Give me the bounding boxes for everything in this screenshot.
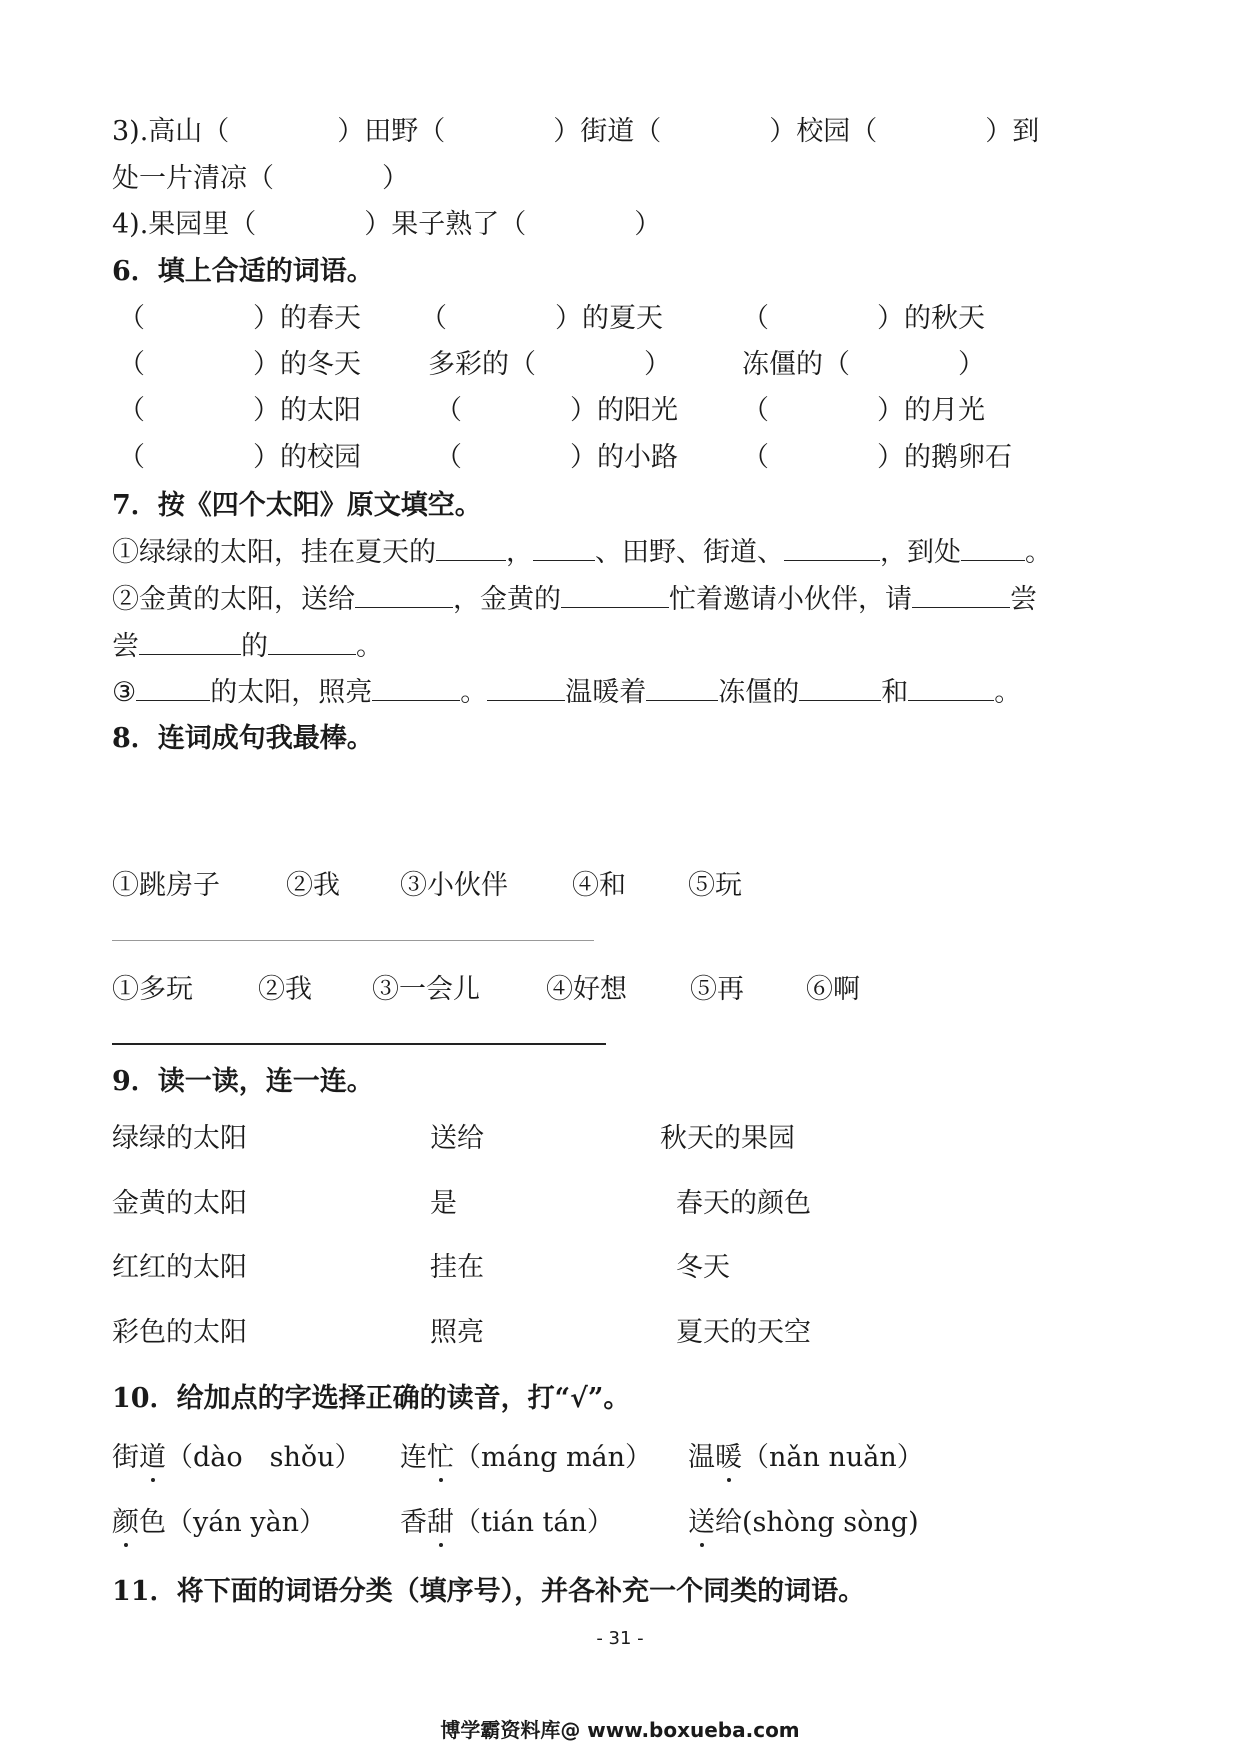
q10-pinyin-options[interactable]: （yán yàn）	[166, 1507, 327, 1538]
q6-cell: （ ）的春天	[118, 303, 361, 334]
blank[interactable]	[268, 626, 356, 655]
q7-text: 尝	[1010, 584, 1037, 615]
q8-title: 8．连词成句我最棒。	[112, 723, 374, 754]
q10-char: 香	[400, 1507, 427, 1538]
blank[interactable]	[784, 532, 880, 561]
q10-item	[400, 1438, 652, 1478]
q10-char: 街	[112, 1442, 139, 1473]
q10-item	[688, 1438, 924, 1478]
q8-word: ②我	[258, 974, 312, 1005]
q6-cell: 多彩的（ ）	[428, 349, 671, 380]
q9-col2-item: 挂在	[430, 1252, 484, 1283]
q9-col3-item: 秋天的果园	[660, 1123, 795, 1154]
q11-title: 11．将下面的词语分类（填序号），并各补充一个同类的词语。	[112, 1576, 866, 1607]
q9-col1-item: 金黄的太阳	[112, 1188, 247, 1219]
q7-text: ，金黄的	[453, 584, 561, 615]
q10-title: 10．给加点的字选择正确的读音，打“√”。	[112, 1383, 631, 1414]
blank[interactable]	[487, 672, 565, 701]
q9-title: 9．读一读，连一连。	[112, 1066, 374, 1097]
q10-char: 给	[715, 1507, 742, 1538]
q7-line1	[112, 532, 1052, 573]
q10-pinyin-options[interactable]: （máng mán）	[454, 1442, 653, 1473]
site-watermark: 博学霸资料库@ www.boxueba.com	[440, 1718, 800, 1742]
q8-word: ⑤再	[690, 974, 744, 1005]
q10-dotted-char: 甜	[427, 1503, 454, 1543]
blank[interactable]	[139, 626, 241, 655]
blank[interactable]	[646, 672, 718, 701]
q10-pinyin-options[interactable]: （nǎn nuǎn）	[742, 1442, 924, 1473]
blank[interactable]	[372, 672, 460, 701]
q6-cell: （ ）的秋天	[742, 303, 985, 334]
q8-word: ③小伙伴	[400, 870, 508, 901]
q6-cell: （ ）的月光	[742, 395, 985, 426]
q10-dotted-char: 送	[688, 1503, 715, 1543]
q10-dotted-char: 颜	[112, 1503, 139, 1543]
q7-line3	[112, 626, 383, 667]
q9-col3-item: 春天的颜色	[676, 1188, 811, 1219]
q7-text: 。	[1025, 537, 1052, 568]
q8-word: ④和	[572, 870, 626, 901]
q7-text: ，到处	[880, 537, 961, 568]
q7-text: ③	[112, 677, 137, 708]
page-number: - 31 -	[596, 1628, 644, 1649]
blank[interactable]	[533, 532, 595, 561]
q9-col2-item: 照亮	[430, 1317, 484, 1348]
q10-item	[400, 1503, 614, 1543]
q10-char: 连	[400, 1442, 427, 1473]
q5-line3a: 3).高山（ ）田野（ ）街道（ ）校园（ ）到	[112, 116, 1040, 147]
q10-dotted-char: 忙	[427, 1438, 454, 1478]
q8-word: ①跳房子	[112, 870, 220, 901]
q7-text: 的	[241, 631, 268, 662]
q7-text: 。	[356, 631, 383, 662]
q9-col2-item: 是	[430, 1188, 457, 1219]
q10-item	[688, 1503, 919, 1543]
q9-col1-item: 红红的太阳	[112, 1252, 247, 1283]
q7-text: 温暖着	[565, 677, 647, 708]
q9-col2-item: 送给	[430, 1123, 484, 1154]
q7-title: 7．按《四个太阳》原文填空。	[112, 490, 482, 521]
q6-cell: 冻僵的（ ）	[742, 349, 985, 380]
q10-pinyin-options[interactable]: （tián tán）	[454, 1507, 614, 1538]
q6-cell: （ ）的夏天	[420, 303, 663, 334]
q8-word: ⑥啊	[806, 974, 860, 1005]
q7-text: 的太阳，照亮	[210, 677, 373, 708]
q8-word: ②我	[286, 870, 340, 901]
q6-cell: （ ）的太阳	[118, 395, 361, 426]
blank[interactable]	[799, 672, 881, 701]
q6-cell: （ ）的鹅卵石	[742, 442, 1012, 473]
q7-text: 冻僵的	[718, 677, 800, 708]
q8-word: ①多玩	[112, 974, 193, 1005]
q10-pinyin-options[interactable]: （dào shǒu）	[166, 1442, 362, 1473]
q7-line4	[112, 672, 1021, 713]
blank[interactable]	[908, 672, 994, 701]
blank[interactable]	[436, 532, 506, 561]
q9-col1-item: 彩色的太阳	[112, 1317, 247, 1348]
q7-text: 忙着邀请小伙伴，请	[669, 584, 912, 615]
blank[interactable]	[561, 579, 669, 608]
blank[interactable]	[912, 579, 1010, 608]
q6-cell: （ ）的冬天	[118, 349, 361, 380]
q10-item	[112, 1503, 326, 1543]
answer-line-2[interactable]	[112, 1043, 606, 1045]
q8-word: ③一会儿	[372, 974, 480, 1005]
q10-dotted-char: 暖	[715, 1438, 742, 1478]
q7-text: 、田野、街道、	[595, 537, 784, 568]
q8-word: ⑤玩	[688, 870, 742, 901]
q7-text: ，	[506, 537, 533, 568]
q10-char: 温	[688, 1442, 715, 1473]
q9-col3-item: 夏天的天空	[676, 1317, 811, 1348]
blank[interactable]	[355, 579, 453, 608]
blank[interactable]	[961, 532, 1025, 561]
q7-text: ①绿绿的太阳，挂在夏天的	[112, 537, 436, 568]
q6-cell: （ ）的阳光	[435, 395, 678, 426]
q7-text: 尝	[112, 631, 139, 662]
q7-text: 和	[881, 677, 909, 708]
q6-cell: （ ）的小路	[435, 442, 678, 473]
q6-cell: （ ）的校园	[118, 442, 361, 473]
blank[interactable]	[136, 672, 210, 701]
q9-col3-item: 冬天	[676, 1252, 730, 1283]
q7-line2	[112, 579, 1037, 620]
q7-text: 。	[994, 677, 1022, 708]
q9-col1-item: 绿绿的太阳	[112, 1123, 247, 1154]
q10-item	[112, 1438, 362, 1478]
q8-word: ④好想	[546, 974, 627, 1005]
q5-line3b: 处一片清凉（ ）	[112, 163, 409, 194]
q5-line4: 4).果园里（ ）果子熟了（ ）	[112, 209, 662, 240]
q7-text: 。	[460, 677, 488, 708]
q10-pinyin-options[interactable]: (shòng sòng)	[742, 1507, 919, 1538]
q6-title: 6．填上合适的词语。	[112, 256, 374, 287]
q10-dotted-char: 道	[139, 1438, 166, 1478]
answer-line-1[interactable]	[112, 940, 594, 941]
q10-char: 色	[139, 1507, 166, 1538]
q7-text: ②金黄的太阳，送给	[112, 584, 355, 615]
